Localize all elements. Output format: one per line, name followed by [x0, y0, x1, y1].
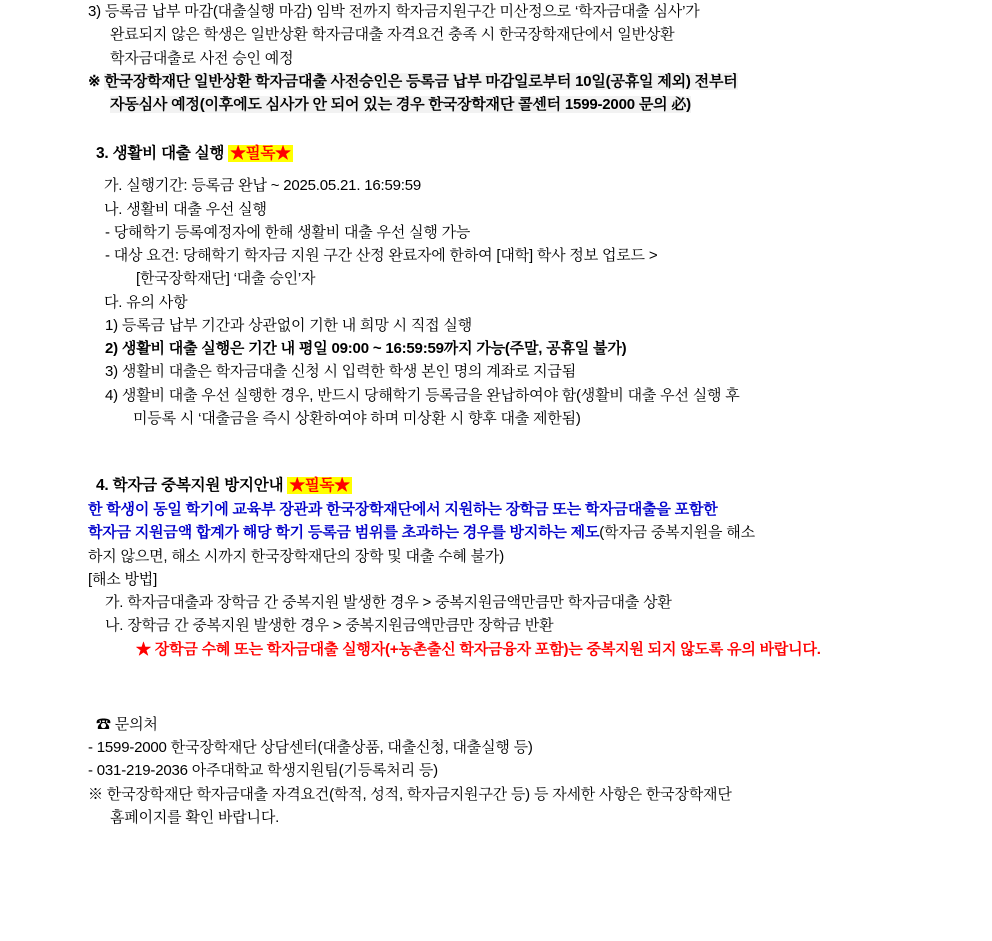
- section-2-note-line1: [88, 70, 968, 93]
- section-3-da-item4-line2: 미등록 시 ‘대출금을 즉시 상환하여야 하며 미상환 시 향후 대출 제한됨): [133, 409, 581, 427]
- section-3-da-text: 유의 사항: [126, 293, 188, 311]
- section-4-heading: [96, 474, 968, 498]
- section-4-number: 4.: [96, 477, 109, 495]
- section-3-na-text: 생활비 대출 우선 실행: [126, 200, 267, 218]
- section-4-method-ga: 가. 학자금대출과 장학금 간 중복지원 발생한 경우 > 중복지원금액만큼만 학자금대출 상환: [105, 594, 672, 612]
- section-2-note-line2: [110, 93, 968, 116]
- section-3-na-sub1: - 당해학기 등록예정자에 한해 생활비 대출 우선 실행 가능: [105, 223, 471, 241]
- section-3-title: 생활비 대출 실행: [112, 145, 225, 163]
- section-3-badge: ★필독★: [230, 145, 291, 163]
- contact-line-2: - 031-219-2036 아주대학교 학생지원팀(기등록처리 등): [88, 762, 438, 780]
- note-marker: ※: [88, 72, 101, 90]
- section-4-desc-line2-plain: (학자금 중복지원을 해소: [599, 524, 755, 542]
- section-3-da-label: 다.: [104, 293, 123, 311]
- section-3: [0, 142, 992, 430]
- section-3-na-sub2-line2: [한국장학재단] ‘대출 승인’자: [136, 270, 316, 288]
- section-3-ga: [104, 174, 968, 197]
- section-3-da-item1: 1) 등록금 납부 기간과 상관없이 기한 내 희망 시 직접 실행: [105, 316, 472, 334]
- contact-block: [0, 713, 992, 829]
- section-4-warning: [136, 638, 968, 661]
- contact-heading: [96, 713, 968, 736]
- section-4-desc-line2-blue: 학자금 지원금액 합계가 해당 학기 등록금 범위를 초과하는 경우를 방지하는 제도: [88, 524, 600, 542]
- contact-note-line1: [88, 783, 968, 806]
- section-3-na-sub2-line1: - 대상 요건: 당해학기 학자금 지원 구간 산정 완료자에 한하여 [대학] 학사 정보 업로드 >: [105, 247, 658, 265]
- warning-star-icon: ★: [136, 640, 151, 658]
- spacer-1: [0, 116, 992, 142]
- section-4-method-title: [해소 방법]: [88, 570, 158, 588]
- section-4-desc-line3: 하지 않으면, 해소 시까지 한국장학재단의 장학 및 대출 수혜 불가): [88, 547, 505, 565]
- section-3-ga-label: 가.: [104, 177, 123, 195]
- section-4-desc-line1: 한 학생이 동일 학기에 교육부 장관과 한국장학재단에서 지원하는 장학금 또는 학자금대출을 포함한: [88, 501, 718, 519]
- contact-line-1: - 1599-2000 한국장학재단 상담센터(대출상품, 대출신청, 대출실행 등): [88, 739, 533, 757]
- contact-note-marker: ※: [88, 785, 103, 803]
- phone-icon: ☎: [96, 715, 111, 733]
- section-3-na: [104, 198, 968, 221]
- contact-note-line1-text: 한국장학재단 학자금대출 자격요건(학적, 성적, 학자금지원구간 등) 등 자세한 사항은 한국장학재단: [106, 785, 732, 803]
- section-3-heading: [96, 142, 968, 166]
- section-2-item3-line1: 3) 등록금 납부 마감(대출실행 마감) 임박 전까지 학자금지원구간 미산정으로 ‘학자금대출 심사’가: [88, 3, 700, 20]
- section-2-item3-line3: 학자금대출로 사전 승인 예정: [110, 49, 294, 67]
- section-3-number: 3.: [96, 145, 109, 163]
- section-3-ga-text: 실행기간: 등록금 완납 ~ 2025.05.21. 16:59:59: [126, 177, 422, 195]
- section-4-warning-text: 장학금 수혜 또는 학자금대출 실행자(+농촌출신 학자금융자 포함)는 중복지원 되지 않도록 유의 바랍니다.: [154, 640, 821, 658]
- section-4-desc-line2: [88, 521, 968, 544]
- contact-title: 문의처: [114, 715, 158, 733]
- section-2-item3-line2: 완료되지 않은 학생은 일반상환 학자금대출 자격요건 충족 시 한국장학재단에서 일반상환: [110, 26, 675, 44]
- section-4-badge: ★필독★: [289, 477, 350, 495]
- section-4: [0, 474, 992, 661]
- spacer-2: [0, 166, 968, 174]
- section-3-da-item4-line1: 4) 생활비 대출 우선 실행한 경우, 반드시 당해학기 등록금을 완납하여야 함(생활비 대출 우선 실행 후: [105, 386, 740, 404]
- note-line1-text: 한국장학재단 일반상환 학자금대출 사전승인은 등록금 납부 마감일로부터 10일(공휴일 제외) 전부터: [104, 72, 738, 90]
- section-3-da: [104, 291, 968, 314]
- section-4-title: 학자금 중복지원 방지안내: [112, 477, 284, 495]
- section-4-method-na: 나. 장학금 간 중복지원 발생한 경우 > 중복지원금액만큼만 장학금 반환: [105, 617, 554, 635]
- section-3-da-item2: 2) 생활비 대출 실행은 기간 내 평일 09:00 ~ 16:59:59까지 가능(주말, 공휴일 불가): [105, 340, 627, 358]
- contact-note-line2: 홈페이지를 확인 바랍니다.: [110, 808, 280, 826]
- section-3-da-item3: 3) 생활비 대출은 학자금대출 신청 시 입력한 학생 본인 명의 계좌로 지급됨: [105, 363, 576, 381]
- section-2-tail: [0, 0, 992, 116]
- note-line2-text: 자동심사 예정(이후에도 심사가 안 되어 있는 경우 한국장학재단 콜센터 1599-2000 문의 必): [110, 96, 691, 113]
- section-3-na-label: 나.: [104, 200, 123, 218]
- spacer-4: [0, 661, 992, 713]
- spacer-3: [0, 430, 992, 474]
